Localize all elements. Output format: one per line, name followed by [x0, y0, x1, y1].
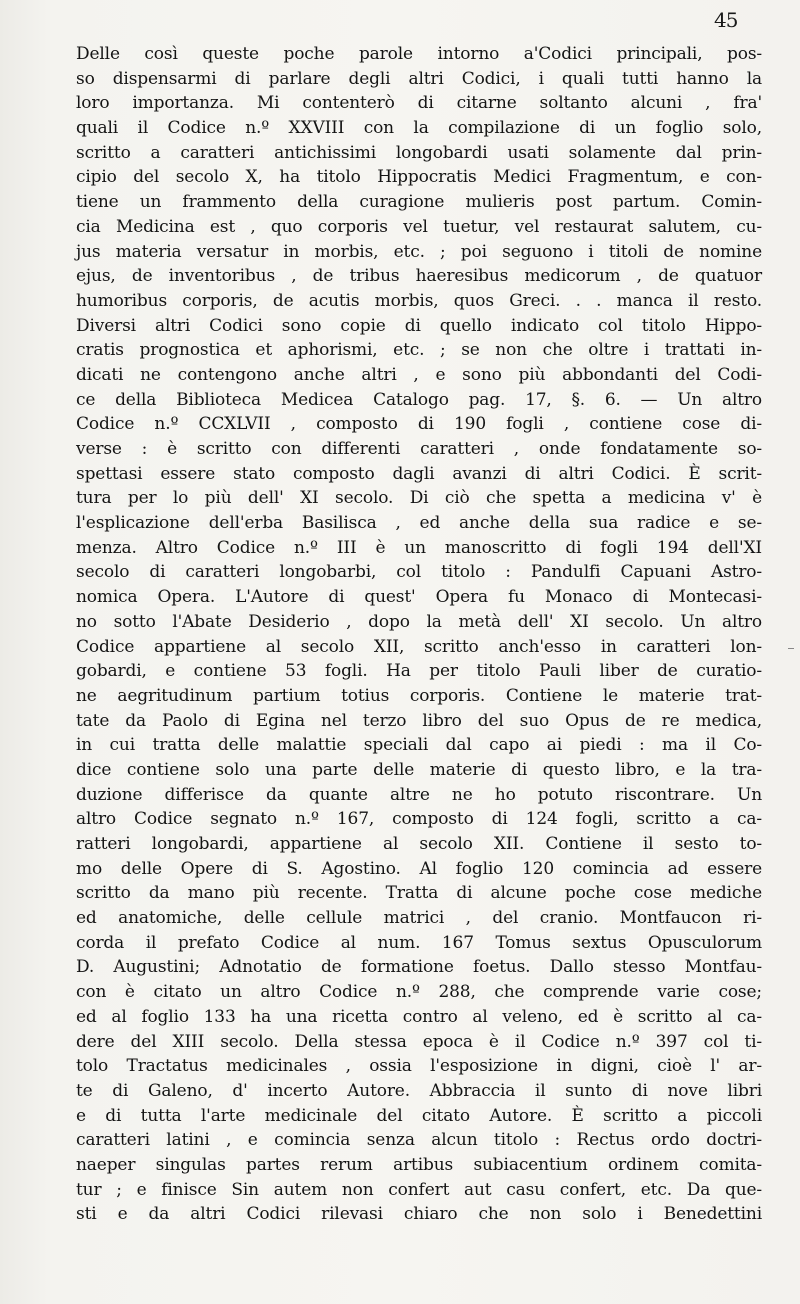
- text-line: l'esplicazione dell'erba Basilisca , ed anche della sua radice e se-: [76, 513, 762, 534]
- text-line: ce della Biblioteca Medicea Catalogo pag. 17, §. 6. — Un altro: [76, 389, 762, 410]
- text-line: cratis prognostica et aphorismi, etc. ; se non che oltre i trattati in-: [76, 340, 762, 361]
- page-number: 45: [714, 8, 738, 32]
- text-line: ejus, de inventoribus , de tribus haeresibus medicorum , de quatuor: [76, 266, 762, 287]
- text-line: caratteri latini , e comincia senza alcun titolo : Rectus ordo doctri-: [76, 1130, 762, 1151]
- text-line: jus materia versatur in morbis, etc. ; poi seguono i titoli de nomine: [76, 241, 762, 262]
- text-line: gobardi, e contiene 53 fogli. Ha per titolo Pauli liber de curatio-: [76, 661, 762, 682]
- text-line: scritto a caratteri antichissimi longobardi usati solamente dal prin-: [76, 142, 762, 163]
- text-line: tate da Paolo di Egina nel terzo libro del suo Opus de re medica,: [76, 710, 762, 731]
- text-line: corda il prefato Codice al num. 167 Tomus sextus Opusculorum: [76, 932, 762, 953]
- text-line: nomica Opera. L'Autore di quest' Opera fu Monaco di Montecasi-: [76, 587, 762, 608]
- text-line: Codice appartiene al secolo XII, scritto anch'esso in caratteri lon-: [76, 636, 762, 657]
- text-line: Diversi altri Codici sono copie di quello indicato col titolo Hippo-: [76, 315, 762, 336]
- text-line: cia Medicina est , quo corporis vel tuetur, vel restaurat salutem, cu-: [76, 216, 762, 237]
- text-line: spettasi essere stato composto dagli avanzi di altri Codici. È scrit-: [76, 463, 762, 484]
- text-line: tura per lo più dell' XI secolo. Di ciò che spetta a medicina v' è: [76, 488, 762, 509]
- body-text: [76, 42, 762, 1227]
- text-line: loro importanza. Mi contenterò di citarne soltanto alcuni , fra': [76, 93, 762, 114]
- text-line: D. Augustini; Adnotatio de formatione foetus. Dallo stesso Montfau-: [76, 957, 762, 978]
- text-line: secolo di caratteri longobarbi, col titolo : Pandulfi Capuani Astro-: [76, 562, 762, 583]
- text-line: dere del XIII secolo. Della stessa epoca è il Codice n.º 397 col ti-: [76, 1031, 762, 1052]
- text-line: quali il Codice n.º XXVIII con la compilazione di un foglio solo,: [76, 118, 762, 139]
- text-line: ed al foglio 133 ha una ricetta contro al veleno, ed è scritto al ca-: [76, 1006, 762, 1027]
- text-line: tiene un frammento della curagione mulieris post partum. Comin-: [76, 192, 762, 213]
- text-line: menza. Altro Codice n.º III è un manoscritto di fogli 194 dell'XI: [76, 537, 762, 558]
- text-line: so dispensarmi di parlare degli altri Codici, i quali tutti hanno la: [76, 68, 762, 89]
- text-line: con è citato un altro Codice n.º 288, che comprende varie cose;: [76, 982, 762, 1003]
- text-line: ratteri longobardi, appartiene al secolo XII. Contiene il sesto to-: [76, 834, 762, 854]
- text-line: in cui tratta delle malattie speciali dal capo ai piedi : ma il Co-: [76, 735, 762, 756]
- text-line: te di Galeno, d' incerto Autore. Abbraccia il sunto di nove libri: [76, 1080, 762, 1101]
- text-line: tur ; e finisce Sin autem non confert aut casu confert, etc. Da que-: [76, 1179, 762, 1200]
- text-line: verse : è scritto con differenti caratteri , onde fondatamente so-: [76, 439, 762, 459]
- text-line: duzione differisce da quante altre ne ho potuto riscontrare. Un: [76, 784, 762, 805]
- text-line: ne aegritudinum partium totius corporis. Contiene le materie trat-: [76, 685, 762, 706]
- text-line: altro Codice segnato n.º 167, composto di 124 fogli, scritto a ca-: [76, 809, 762, 830]
- text-line: cipio del secolo X, ha titolo Hippocratis Medici Fragmentum, e con-: [76, 167, 762, 188]
- text-line: ed anatomiche, delle cellule matrici , del cranio. Montfaucon ri-: [76, 908, 762, 929]
- text-line: e di tutta l'arte medicinale del citato Autore. È scritto a piccoli: [76, 1105, 762, 1126]
- text-line: tolo Tractatus medicinales , ossia l'esposizione in digni, cioè l' ar-: [76, 1056, 762, 1077]
- text-line: Delle così queste poche parole intorno a'Codici principali, pos-: [76, 44, 762, 64]
- text-line: dicati ne contengono anche altri , e sono più abbondanti del Codi-: [76, 364, 762, 385]
- text-line: scritto da mano più recente. Tratta di alcune poche cose mediche: [76, 883, 762, 904]
- text-line: no sotto l'Abate Desiderio , dopo la metà dell' XI secolo. Un altro: [76, 611, 762, 632]
- text-line: dice contiene solo una parte delle materie di questo libro, e la tra-: [76, 759, 762, 780]
- margin-mark: [788, 648, 794, 649]
- text-line: Codice n.º CCXLVII , composto di 190 fogli , contiene cose di-: [76, 414, 762, 435]
- text-line: sti e da altri Codici rilevasi chiaro che non solo i Benedettini: [76, 1204, 762, 1225]
- text-line: humoribus corporis, de acutis morbis, quos Greci. . . manca il resto.: [76, 290, 762, 311]
- text-line: mo delle Opere di S. Agostino. Al foglio 120 comincia ad essere: [76, 858, 762, 879]
- text-line: naeper singulas partes rerum artibus subiacentium ordinem comita-: [76, 1154, 762, 1175]
